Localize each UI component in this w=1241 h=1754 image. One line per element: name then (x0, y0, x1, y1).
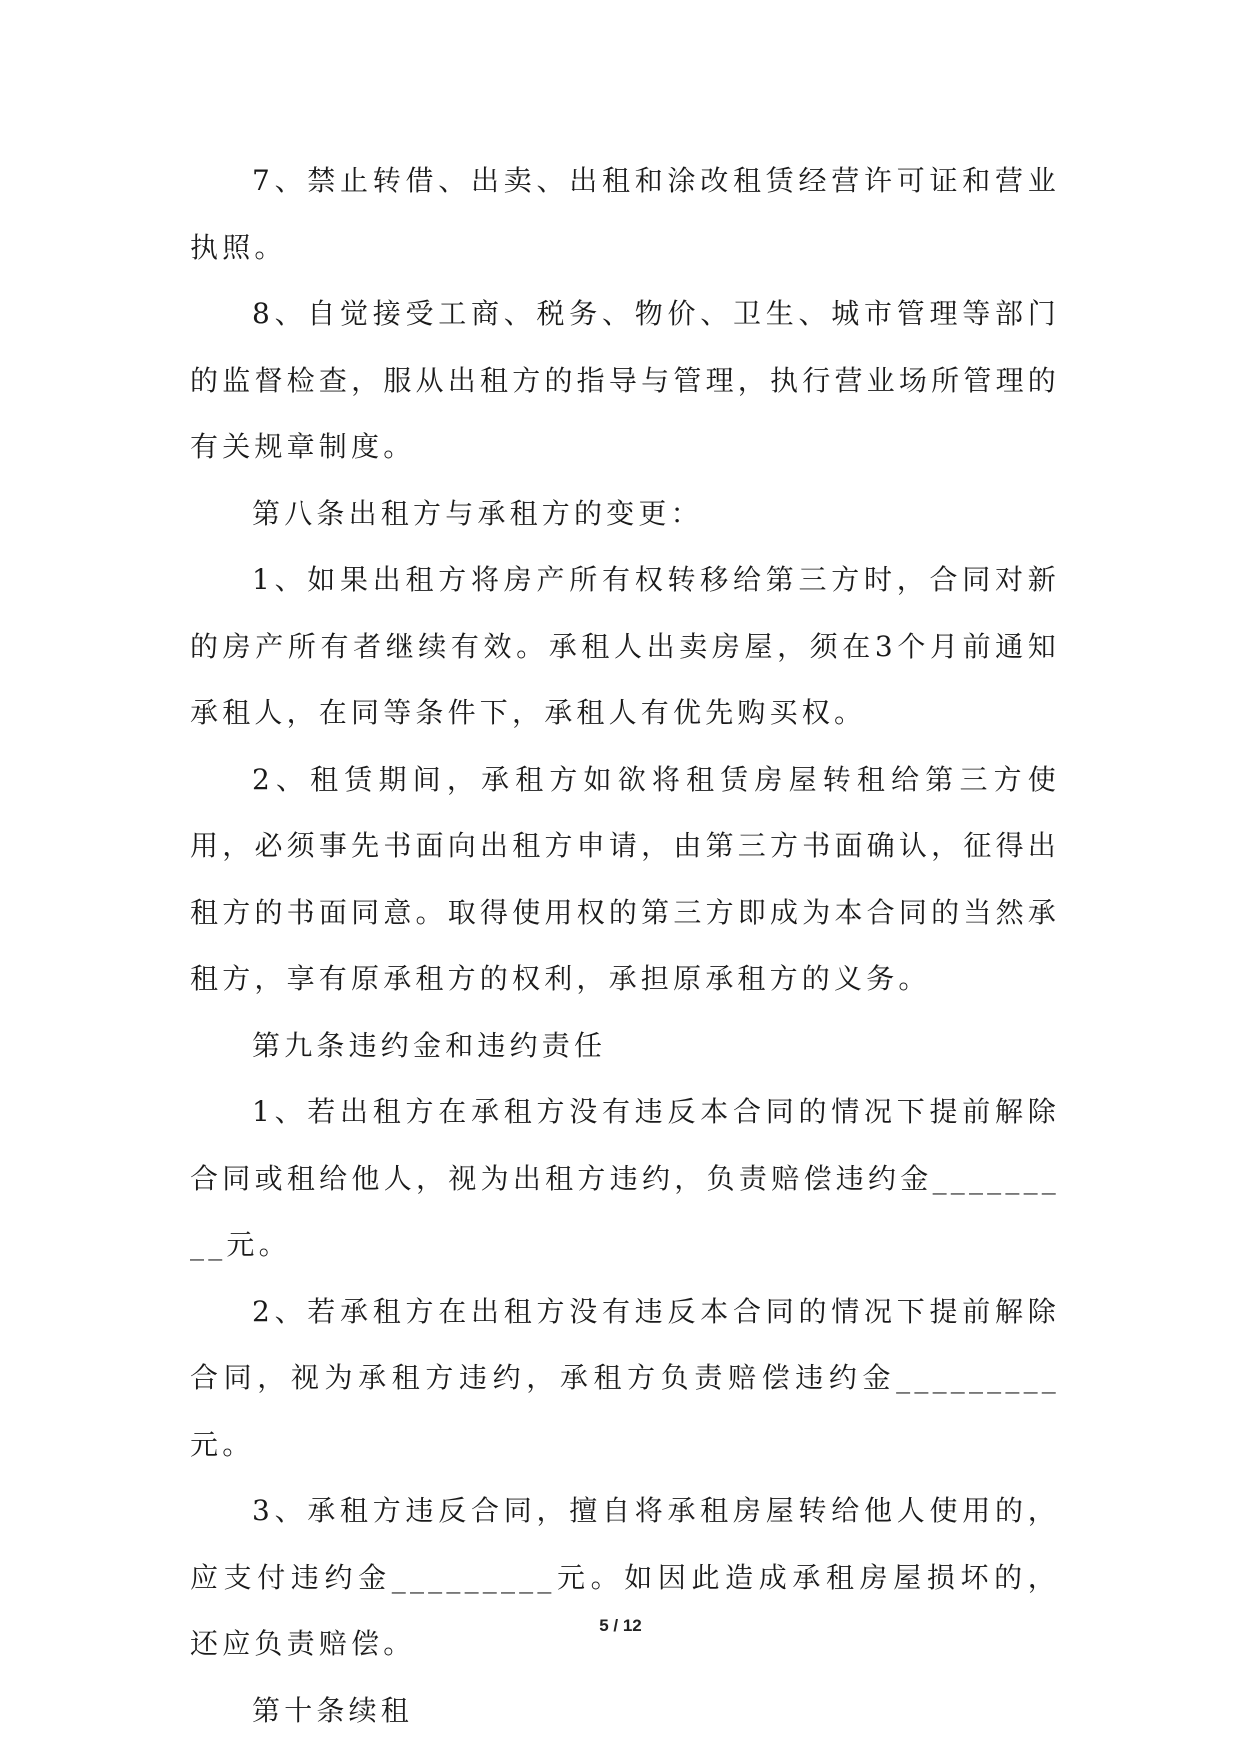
document-body (190, 148, 1060, 1744)
paragraph-clause-8: 8、自觉接受工商、税务、物价、卫生、城市管理等部门的监督检查，服从出租方的指导与管理，执行营业场所管理的有关规章制度。 (190, 297, 1060, 463)
paragraph-article-9-item-2: 2、若承租方在出租方没有违反本合同的情况下提前解除合同，视为承租方违约，承租方负责赔偿违约金_________元。 (190, 1294, 1060, 1461)
paragraph-article-9-item-3: 3、承租方违反合同，擅自将承租房屋转给他人使用的，应支付违约金_________元。如因此造成承租房屋损坏的，还应负责赔偿。 (190, 1494, 1060, 1660)
paragraph-article-9-item-1: 1、若出租方在承租方没有违反本合同的情况下提前解除合同或租给他人，视为出租方违约，负责赔偿违约金_________元。 (190, 1095, 1060, 1261)
heading-article-8: 第八条出租方与承租方的变更： (252, 496, 703, 530)
paragraph-article-8-item-1: 1、如果出租方将房产所有权转移给第三方时，合同对新的房产所有者继续有效。承租人出卖房屋，须在3个月前通知承租人，在同等条件下，承租人有优先购买权。 (190, 563, 1060, 729)
paragraph-clause-7: 7、禁止转借、出卖、出租和涂改租赁经营许可证和营业执照。 (190, 164, 1060, 264)
heading-article-10: 第十条续租 (252, 1693, 414, 1727)
heading-article-9: 第九条违约金和违约责任 (252, 1028, 607, 1062)
page-number: 5 / 12 (599, 1616, 642, 1635)
paragraph-article-8-item-2: 2、租赁期间，承租方如欲将租赁房屋转租给第三方使用，必须事先书面向出租方申请，由第三方书面确认，征得出租方的书面同意。取得使用权的第三方即成为本合同的当然承租方，享有原承租方的权利，承担原承租方的义务。 (190, 762, 1060, 995)
